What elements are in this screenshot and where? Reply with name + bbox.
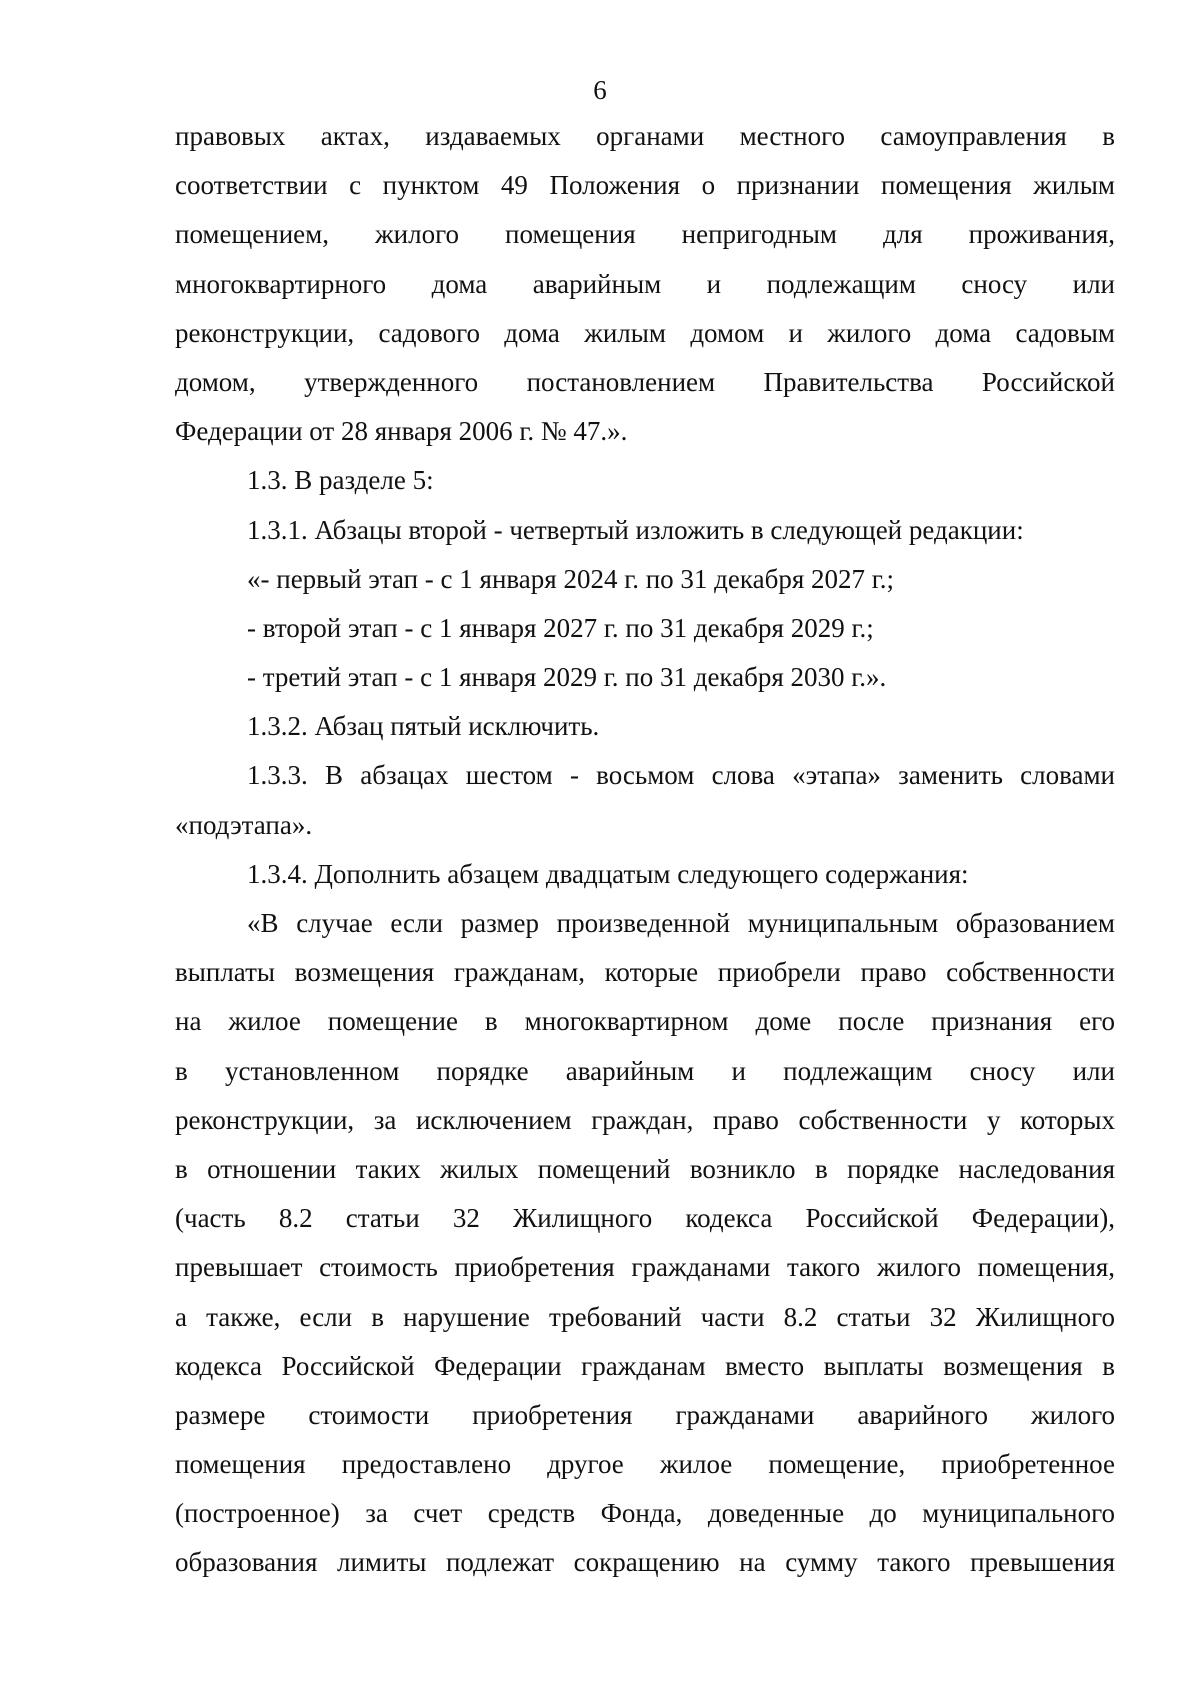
text-line: в установленном порядке аварийным и подлежащим сносу или (175, 1055, 1115, 1086)
document-body (175, 112, 1115, 1588)
text-line: «- первый этап - с 1 января 2024 г. по 31 декабря 2027 г.; (247, 563, 895, 594)
text-line: (часть 8.2 статьи 32 Жилищного кодекса Российской Федерации), (175, 1203, 1115, 1234)
text-line: домом, утвержденного постановлением Правительства Российской (175, 366, 1115, 397)
text-line: помещением, жилого помещения непригодным для проживания, (175, 219, 1115, 250)
text-line: 1.3.2. Абзац пятый исключить. (247, 711, 600, 742)
text-line: - третий этап - с 1 января 2029 г. по 31 декабря 2030 г.». (247, 662, 887, 693)
text-line: реконструкции, садового дома жилым домом и жилого дома садовым (175, 317, 1115, 348)
section-heading: 1.3. В разделе 5: (247, 465, 434, 496)
text-line: выплаты возмещения гражданам, которые приобрели право собственности (175, 957, 1115, 988)
text-line: реконструкции, за исключением граждан, право собственности у которых (175, 1104, 1115, 1135)
text-line: образования лимиты подлежат сокращению на сумму такого превышения (175, 1547, 1115, 1578)
text-line: превышает стоимость приобретения гражданами такого жилого помещения, (175, 1252, 1115, 1283)
text-line: на жилое помещение в многоквартирном доме после признания его (175, 1006, 1115, 1037)
text-line: Федерации от 28 января 2006 г. № 47.». (175, 416, 628, 447)
text-line: - второй этап - с 1 января 2027 г. по 31 декабря 2029 г.; (247, 612, 874, 643)
text-line: а также, если в нарушение требований части 8.2 статьи 32 Жилищного (175, 1301, 1115, 1332)
text-line: соответствии с пунктом 49 Положения о признании помещения жилым (175, 170, 1115, 201)
text-line: многоквартирного дома аварийным и подлежащим сносу или (175, 268, 1115, 299)
text-line: 1.3.1. Абзацы второй - четвертый изложить в следующей редакции: (247, 514, 1024, 545)
text-line: 1.3.3. В абзацах шестом - восьмом слова «этапа» заменить словами (247, 760, 1115, 791)
text-line: помещения предоставлено другое жилое помещение, приобретенное (175, 1449, 1115, 1480)
text-line: правовых актах, издаваемых органами местного самоуправления в (175, 121, 1115, 151)
page-number: 6 (593, 75, 607, 105)
text-line: кодекса Российской Федерации гражданам вместо выплаты возмещения в (175, 1350, 1115, 1381)
text-line: «В случае если размер произведенной муниципальным образованием (247, 908, 1115, 938)
text-line: размере стоимости приобретения гражданами аварийного жилого (175, 1399, 1115, 1430)
text-line: в отношении таких жилых помещений возникло в порядке наследования (175, 1153, 1115, 1184)
text-line: 1.3.4. Дополнить абзацем двадцатым следующего содержания: (247, 858, 969, 889)
text-line: «подэтапа». (175, 809, 313, 840)
text-line: (построенное) за счет средств Фонда, доведенные до муниципального (175, 1498, 1115, 1529)
